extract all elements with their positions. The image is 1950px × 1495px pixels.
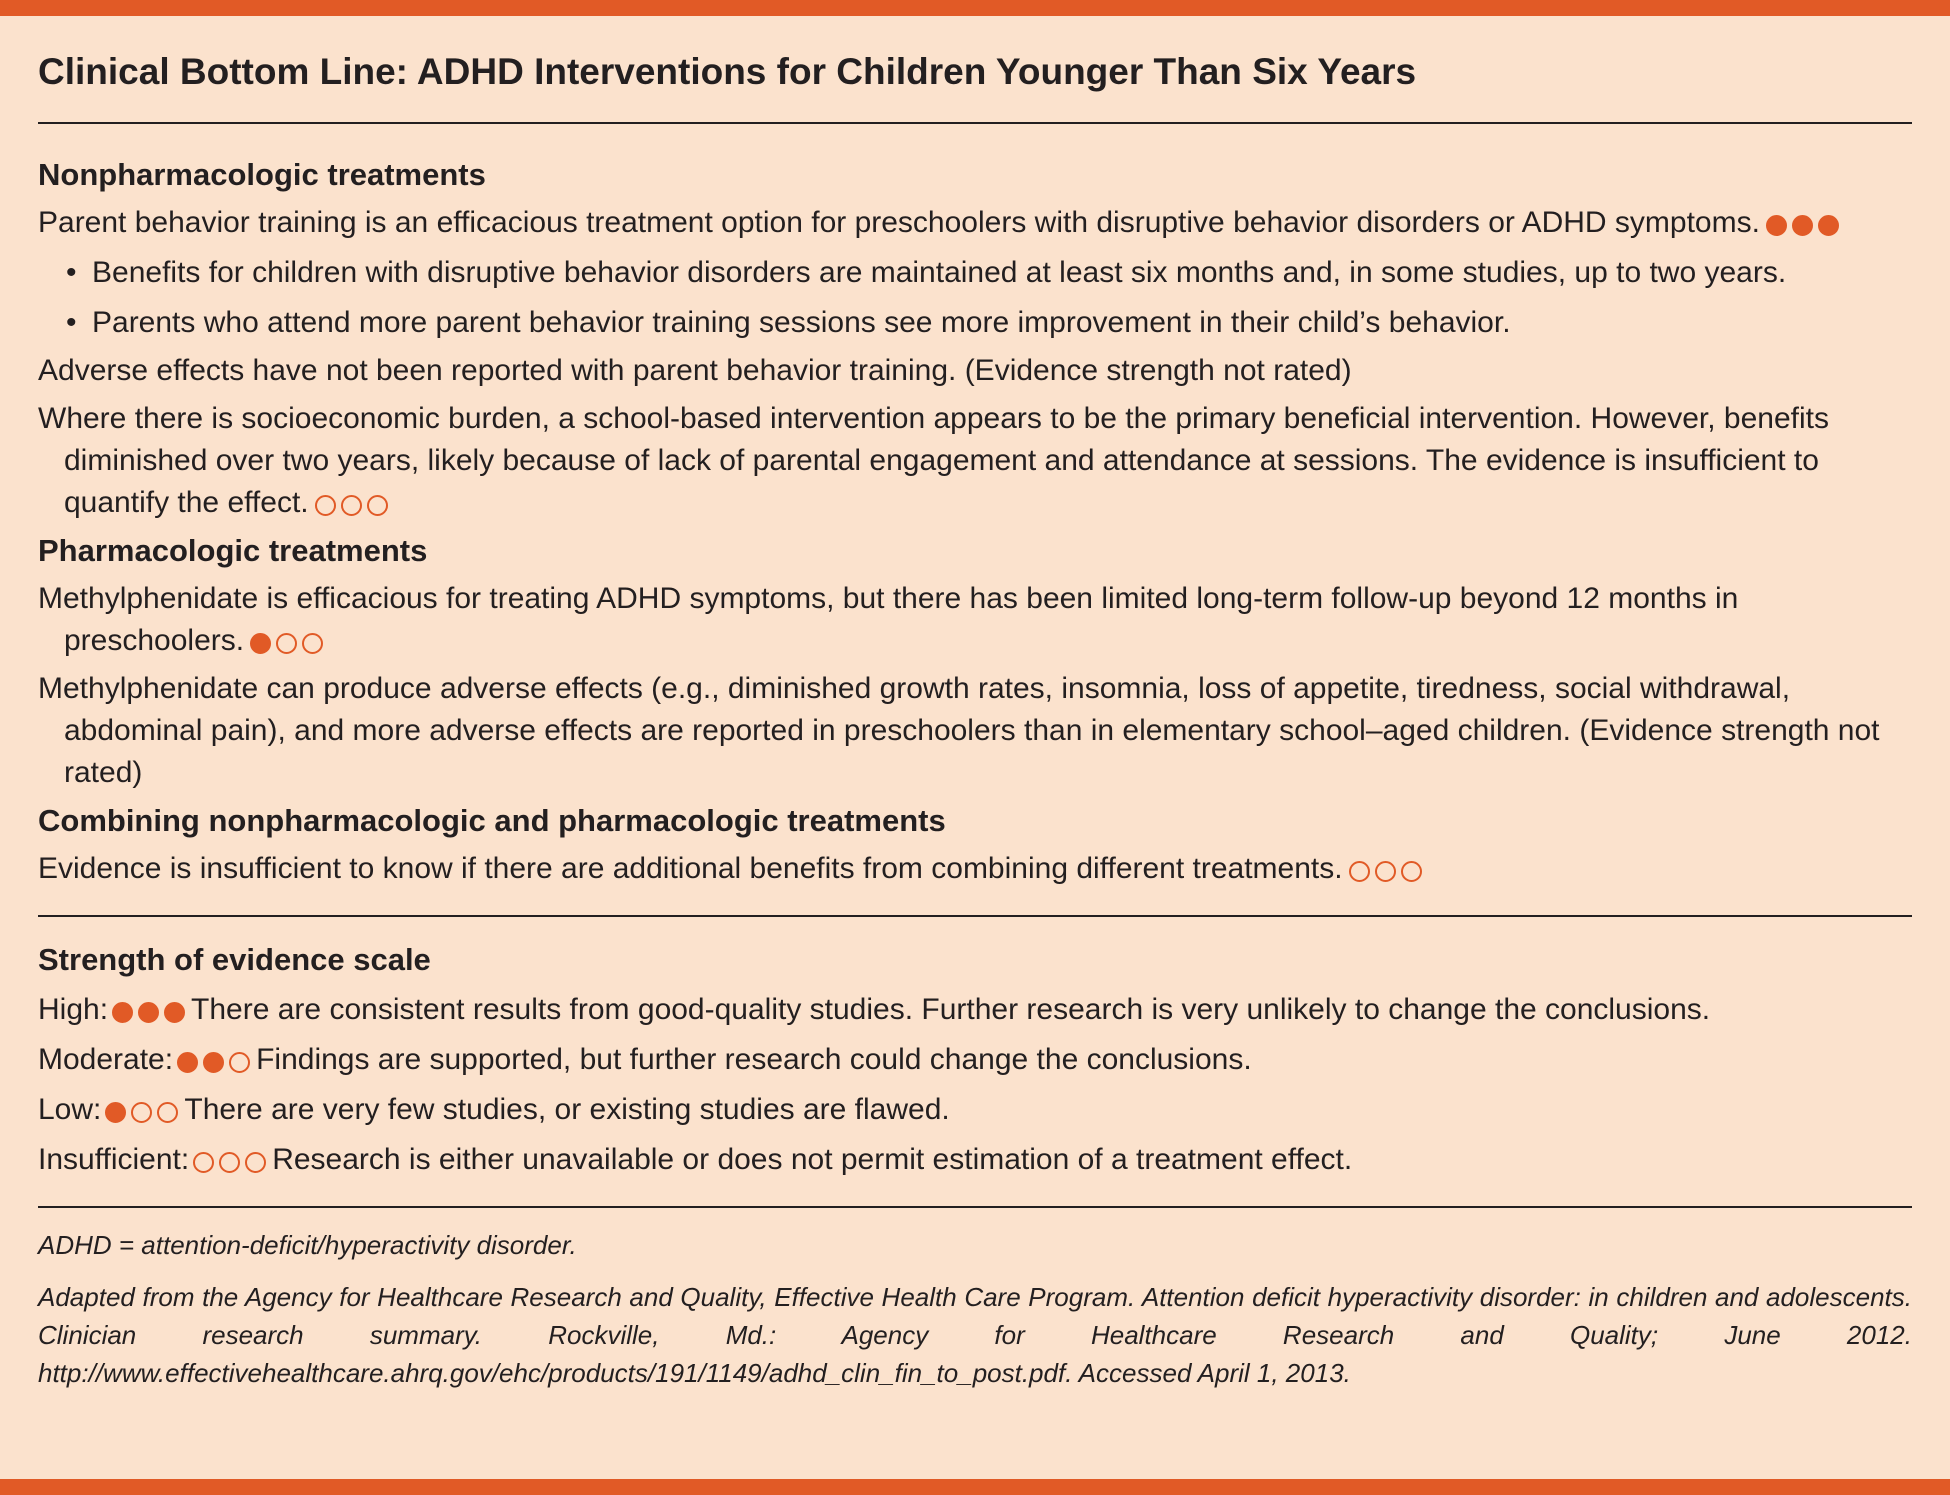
scale-description: Findings are supported, but further research could change the conclusions. bbox=[256, 1043, 1252, 1077]
empty-dot-icon bbox=[245, 1152, 266, 1173]
filled-dot-icon bbox=[112, 1002, 133, 1023]
scale-label: High: bbox=[38, 993, 109, 1027]
paragraph-methylphenidate-adverse: Methylphenidate can produce adverse effects (e.g., diminished growth rates, insomnia, loss of appetite, tiredness, social withdrawal, abdominal pain), and more adverse effects are reported in preschoolers than in elementary school–aged children. (Evidence strength not rated) bbox=[38, 672, 1880, 790]
paragraph-text: Methylphenidate is efficacious for treating ADHD symptoms, but there has been limited long-term follow-up beyond 12 months in preschoolers. bbox=[38, 582, 1739, 658]
empty-dot-icon bbox=[341, 495, 362, 516]
filled-dot-icon bbox=[177, 1052, 198, 1073]
source-footnote: Adapted from the Agency for Healthcare Research and Quality, Effective Health Care Program. Attention deficit hyperactivity disorder: in children and adolescents. Clinician research summary. Rockville, Md.: Agency for Healthcare Research and Quality; June 2012. http://www.effectivehealthcare.ahrq.gov/ehc/products/191/1149/adhd_clin_fin_to_post.pdf. Accessed April 1, 2013. bbox=[38, 1282, 1912, 1389]
list-item bbox=[66, 302, 1912, 344]
evidence-rating-icon bbox=[112, 1002, 185, 1023]
divider bbox=[38, 1206, 1912, 1208]
scale-row-low bbox=[38, 1089, 1912, 1131]
scale-description: There are consistent results from good-quality studies. Further research is very unlikely to change the conclusions. bbox=[191, 993, 1711, 1027]
filled-dot-icon bbox=[250, 633, 271, 654]
scale-label: Low: bbox=[38, 1093, 102, 1127]
scale-description: There are very few studies, or existing studies are flawed. bbox=[184, 1093, 950, 1127]
empty-dot-icon bbox=[157, 1102, 178, 1123]
paragraph-text: Evidence is insufficient to know if there are additional benefits from combining different treatments. bbox=[38, 852, 1343, 886]
paragraph-combined bbox=[38, 848, 1912, 890]
empty-dot-icon bbox=[1401, 861, 1422, 882]
section-heading-combined: Combining nonpharmacologic and pharmacologic treatments bbox=[38, 803, 946, 839]
evidence-rating-icon bbox=[315, 495, 388, 516]
paragraph-text: Parent behavior training is an efficacious treatment option for preschoolers with disruptive behavior disorders or ADHD symptoms. bbox=[38, 206, 1760, 240]
clinical-bottom-line-box bbox=[38, 16, 1912, 1392]
divider bbox=[38, 122, 1912, 124]
list-item-text: Benefits for children with disruptive behavior disorders are maintained at least six months and, in some studies, up to two years. bbox=[92, 256, 1787, 290]
empty-dot-icon bbox=[1349, 861, 1370, 882]
bullet-icon: • bbox=[66, 306, 77, 340]
scale-label: Moderate: bbox=[38, 1043, 174, 1077]
filled-dot-icon bbox=[138, 1002, 159, 1023]
list-item-text: Parents who attend more parent behavior training sessions see more improvement in their child’s behavior. bbox=[92, 306, 1511, 340]
filled-dot-icon bbox=[1792, 215, 1813, 236]
section-heading-pharmacologic: Pharmacologic treatments bbox=[38, 533, 428, 569]
evidence-rating-icon bbox=[105, 1102, 178, 1123]
scale-row-high bbox=[38, 989, 1912, 1031]
evidence-rating-icon bbox=[1766, 215, 1839, 236]
section-heading-nonpharmacologic: Nonpharmacologic treatments bbox=[38, 157, 486, 193]
evidence-rating-icon bbox=[1349, 861, 1422, 882]
box-title: Clinical Bottom Line: ADHD Interventions for Children Younger Than Six Years bbox=[38, 51, 1417, 92]
filled-dot-icon bbox=[105, 1102, 126, 1123]
paragraph-methylphenidate-efficacy bbox=[38, 578, 1912, 662]
filled-dot-icon bbox=[164, 1002, 185, 1023]
empty-dot-icon bbox=[193, 1152, 214, 1173]
bullet-icon: • bbox=[66, 256, 77, 290]
list-item bbox=[66, 252, 1912, 294]
evidence-rating-icon bbox=[177, 1052, 250, 1073]
evidence-rating-icon bbox=[193, 1152, 266, 1173]
scale-label: Insufficient: bbox=[38, 1143, 190, 1177]
top-accent-bar bbox=[0, 0, 1950, 16]
divider bbox=[38, 915, 1912, 917]
filled-dot-icon bbox=[1818, 215, 1839, 236]
empty-dot-icon bbox=[302, 633, 323, 654]
benefit-list bbox=[38, 252, 1912, 344]
empty-dot-icon bbox=[367, 495, 388, 516]
paragraph-school-based bbox=[38, 398, 1912, 524]
filled-dot-icon bbox=[203, 1052, 224, 1073]
paragraph-adverse-effects-parent-training: Adverse effects have not been reported with parent behavior training. (Evidence strength not rated) bbox=[38, 354, 1352, 388]
empty-dot-icon bbox=[315, 495, 336, 516]
empty-dot-icon bbox=[219, 1152, 240, 1173]
paragraph-text: Where there is socioeconomic burden, a school-based intervention appears to be the primary beneficial intervention. However, benefits diminished over two years, likely because of lack of parental engagement and attendance at sessions. The evidence is insufficient to quantify the effect. bbox=[38, 402, 1829, 520]
scale-row-moderate bbox=[38, 1039, 1912, 1081]
evidence-rating-icon bbox=[250, 633, 323, 654]
scale-description: Research is either unavailable or does not permit estimation of a treatment effect. bbox=[272, 1143, 1353, 1177]
filled-dot-icon bbox=[1766, 215, 1787, 236]
paragraph-parent-training bbox=[38, 202, 1912, 244]
empty-dot-icon bbox=[276, 633, 297, 654]
empty-dot-icon bbox=[131, 1102, 152, 1123]
section-heading-evidence-scale: Strength of evidence scale bbox=[38, 942, 431, 978]
empty-dot-icon bbox=[1375, 861, 1396, 882]
abbreviation-footnote: ADHD = attention-deficit/hyperactivity disorder. bbox=[38, 1230, 577, 1261]
bottom-accent-bar bbox=[0, 1479, 1950, 1495]
empty-dot-icon bbox=[229, 1052, 250, 1073]
scale-row-insufficient bbox=[38, 1139, 1912, 1181]
